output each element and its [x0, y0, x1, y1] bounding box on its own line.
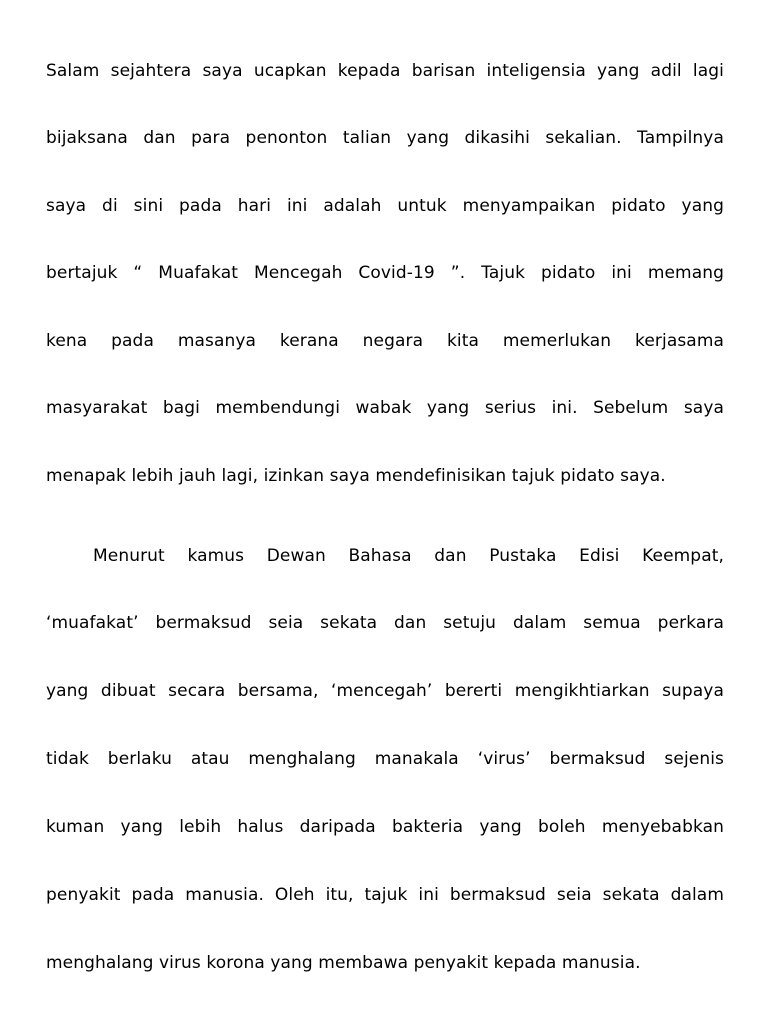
paragraph-line: ‘muafakat’ bermaksud seia sekata dan setuju dalam semua perkara	[46, 613, 724, 633]
paragraph-line: bijaksana dan para penonton talian yang dikasihi sekalian. Tampilnya	[46, 128, 724, 148]
paragraph-line: kena pada masanya kerana negara kita memerlukan kerjasama	[46, 331, 724, 351]
paragraph-line: masyarakat bagi membendungi wabak yang serius ini. Sebelum saya	[46, 398, 724, 418]
paragraph-line: Menurut kamus Dewan Bahasa dan Pustaka Edisi Keempat,	[93, 546, 724, 566]
paragraph-line: bertajuk “ Muafakat Mencegah Covid-19 ”. Tajuk pidato ini memang	[46, 263, 724, 283]
paragraph-line: penyakit pada manusia. Oleh itu, tajuk ini bermaksud seia sekata dalam	[46, 885, 724, 905]
paragraph-line: kuman yang lebih halus daripada bakteria yang boleh menyebabkan	[46, 817, 724, 837]
paragraph-line: menapak lebih jauh lagi, izinkan saya mendefinisikan tajuk pidato saya.	[46, 466, 666, 486]
paragraph-line: Salam sejahtera saya ucapkan kepada barisan inteligensia yang adil lagi	[46, 61, 724, 81]
paragraph-line: tidak berlaku atau menghalang manakala ‘virus’ bermaksud sejenis	[46, 749, 724, 769]
paragraph-line: saya di sini pada hari ini adalah untuk menyampaikan pidato yang	[46, 196, 724, 216]
paragraph-line: menghalang virus korona yang membawa penyakit kepada manusia.	[46, 953, 641, 973]
paragraph-line: yang dibuat secara bersama, ‘mencegah’ bererti mengikhtiarkan supaya	[46, 681, 724, 701]
